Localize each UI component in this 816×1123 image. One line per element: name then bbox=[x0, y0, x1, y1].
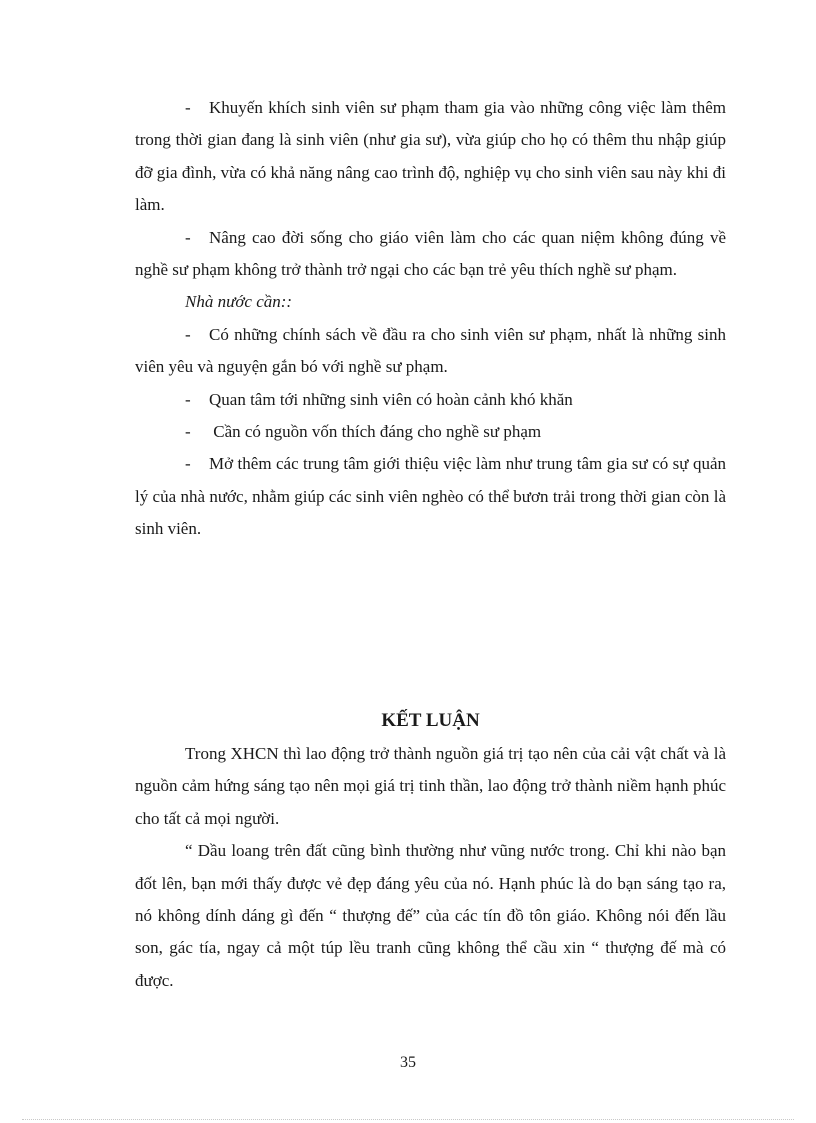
bullet-paragraph bbox=[135, 448, 726, 545]
bullet-dash: - bbox=[185, 389, 191, 409]
bullet-dash: - bbox=[185, 454, 191, 474]
bullet-text: Quan tâm tới những sinh viên có hoàn cảnh khó khăn bbox=[209, 389, 573, 409]
state-subheading: Nhà nước cần:: bbox=[185, 292, 293, 312]
bullet-paragraph bbox=[135, 384, 726, 416]
bullet-text: Khuyến khích sinh viên sư phạm tham gia vào những công việc làm thêm trong thời gian đang là sinh viên (như gia sư), vừa giúp cho họ có thêm thu nhập giúp đỡ gia đình, vừa có khả năng nâng cao trình độ, nghiệp vụ cho sinh viên sau này khi đi làm. bbox=[135, 98, 726, 215]
bullet-text: Có những chính sách về đầu ra cho sinh viên sư phạm, nhất là những sinh viên yêu và nguyện gắn bó với nghề sư phạm. bbox=[135, 324, 726, 377]
bullet-paragraph bbox=[135, 92, 726, 222]
bullet-text: Nâng cao đời sống cho giáo viên làm cho các quan niệm không đúng về nghề sư phạm không trở thành trở ngại cho các bạn trẻ yêu thích nghề sư phạm. bbox=[135, 227, 726, 280]
page-number: 35 bbox=[400, 1054, 416, 1071]
bullet-dash: - bbox=[185, 227, 191, 247]
bullet-dash: - bbox=[185, 324, 191, 344]
bullet-text: Mở thêm các trung tâm giới thiệu việc làm như trung tâm gia sư có sự quản lý của nhà nước, nhằm giúp các sinh viên nghèo có thể bươn trải trong thời gian còn là sinh viên. bbox=[135, 454, 726, 539]
bullet-dash: - bbox=[185, 98, 191, 117]
bullet-text: Cần có nguồn vốn thích đáng cho nghề sư phạm bbox=[209, 422, 542, 442]
bullet-paragraph bbox=[135, 416, 726, 448]
conclusion-title: KẾT LUẬN bbox=[381, 710, 480, 731]
bullet-paragraph bbox=[135, 319, 726, 384]
recommendations-section bbox=[135, 92, 726, 546]
bullet-dash: - bbox=[185, 422, 191, 442]
bullet-paragraph bbox=[135, 222, 726, 287]
page-bottom-divider bbox=[22, 1119, 794, 1120]
conclusion-paragraph: Trong XHCN thì lao động trở thành nguồn giá trị tạo nên của cải vật chất và là nguồn cảm hứng sáng tạo nên mọi giá trị tinh thần, lao động trở thành niềm hạnh phúc cho tất cả mọi người. bbox=[135, 744, 726, 828]
conclusion-paragraph: “ Dầu loang trên đất cũng bình thường như vũng nước trong. Chỉ khi nào bạn đốt lên, bạn mới thấy được vẻ đẹp đáng yêu của nó. Hạnh phúc là do bạn sáng tạo ra, nó không dính dáng gì đến “ thượng đế” của các tín đồ tôn giáo. Không nói đến lầu son, gác tía, ngay cả một túp lều tranh cũng không thể cầu xin “ thượng đế mà có được. bbox=[135, 841, 726, 990]
conclusion-section bbox=[135, 704, 726, 997]
